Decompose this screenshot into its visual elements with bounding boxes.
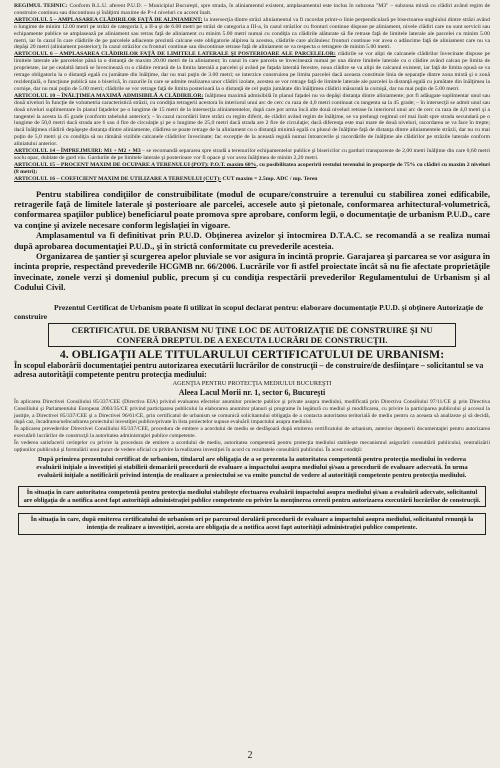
- article-heading: ARTICOLUL 5 – AMPLASAREA CLĂDIRILOR FAŢĂ DE ALINIAMENT:: [14, 16, 203, 23]
- article-paragraph: [14, 148, 490, 162]
- body-paragraph: Amplasamentul va fi definitivat prin P.U.D. Obţinerea avizelor şi întocmirea D.T.A.C. se recomandă a se realiza numai după aprobarea documentaţiei P.U.D., şi în strictă conformitate cu prevederile acesteia.: [14, 230, 490, 251]
- agency-address: Aleea Lacul Morii nr. 1, sector 6, Bucureşti: [178, 387, 326, 397]
- obligations-heading: 4. OBLIGAŢII ALE TITULARULUI CERTIFICATULUI DE URBANISM:: [59, 346, 445, 361]
- obligations-intro: În scopul elaborării documentaţiei pentru autorizarea executării lucrărilor de construcţii – de construire/de desfiinţare – solicitantul se va adresa autorităţii competente pentru protecţia mediului:: [14, 360, 484, 380]
- article-heading: REGIMUL TEHNIC:: [14, 3, 68, 9]
- evaluation-notice-box: În situaţia în care autoritatea competentă pentru protecţia mediului stabileşte efectuarea evaluării impactului asupra mediului şi/sau a evaluării adecvate, solicitantul are obligaţia de a notifica acest fapt autorităţii administraţiei publice competente cu privire la menţinerea cererii pentru autorizarea executării lucrărilor de construcţii.: [18, 486, 486, 507]
- article-heading: ARTICOLUL 6 – AMPLASAREA CLĂDIRILOR FAŢĂ DE LIMITELE LATERALE ŞI POSTERIOARE ALE PARCELELOR:: [14, 51, 336, 58]
- article-text: Conform R.L.U. aferent P.U.D. – Municipiul Bucureşti, spre strada, în aliniamentul existent, amplasamentul este inclus în subzona "M3" – subzona mixtă cu clădiri având regim de construire continuu sau discontinuu şi înălţimi maxime de P+4 niveluri cu accent înalt.: [14, 3, 490, 16]
- article-text: – se recomandă separarea spre stradă a terenurilor echipamentelor publice şi bisericilor cu garduri transparente de 2,00 metri înălţime din care 0,60 metri soclu opac, dublate de gard viu. Gardurile de pe limitele laterale şi posterioare vor fi opace şi vor avea înălţimea de minim 2,20 metri.: [14, 148, 490, 161]
- body-paragraph: Pentru stabilirea condiţiilor de construibilitate (modul de ocupare/construire a terenului cu stabilirea zonei edificabile, retragerile faţă de limitele laterale şi posterioare ale parcelei, accesele auto şi pietonale, conformarea arhitectural-volumetrică, conformarea spaţiilor publice) beneficiarul poate promova spre aprobare, conform legii, o documentaţie de urbanism P.U.D., care va conţine şi avizele necesare conform legislaţiei în vigoare.: [14, 188, 490, 230]
- withdrawal-notice-box: În situaţia în care, după emiterea certificatului de urbanism ori pe parcursul derulării procedurii de evaluare a impactului asupra mediului, solicitantul renunţă la intenţia de realizare a investiţiei, acesta are obligaţia de a notifica acest fapt autorităţii administraţiei publice competente.: [18, 513, 486, 534]
- article-text: clădirile se vor alipi de calcanele clădirilor învecinate dispuse pe limitele laterale ale parcelelor până la o distanţă de maxim 20.00 metri de la aliniament; în cazul în care parcela se învecinează numai pe una dintre limitele laterale cu o clădire având calcan pe limita de proprietate, iar pe cealaltă latură se învecinează cu o clădire retrasă de la limita laterală a parcelei şi având pe faţada laterală ferestre, noua clădire se va alipi de calcanul existent, iar faţă de limita opusă se va retrage obligatoriu la o distanţă egală cu jumătate din înălţime, dar nu mai puţin de 3.00 metri; se interzice construirea pe limita parcelei dacă aceasta constituie linia de separaţie dintre zona mixtă şi o zonă rezidenţială, o funcţiune publică sau o biserică, în cazurile în care se admite realizarea unor clădiri izolate, acestea se vor retrage faţă de limitele laterale ale parcelei la distanţă egală cu jumătate din înălţimea la cornişe, dar nu mai puţin de 5.00 metri; clădirile se vor retrage faţă de limita posterioară la o distanţă de cel puţin jumătate din înălţimea clădirii măsurată la cornişă, dar nu mai puţin de 5.00 metri.: [14, 51, 490, 92]
- obligation-bold-paragraph: După primirea prezentului certificat de urbanism, titularul are obligaţia de a se prezenta la autoritatea competentă pentru protecţia mediului în vederea evaluării iniţiale a investiţiei şi stabilirii demarării procedurii de evaluare a impactului asupra mediului şi/sau a procedurii de evaluare adecvată. În urma evaluării iniţiale a notificării privind intenţia de realizare a proiectului se va emite punctul de vedere al autorităţii competente pentru protecţia mediului.: [36, 456, 468, 480]
- agency-name: AGENŢIA PENTRU PROTECŢIA MEDIULUI BUCUREŞTI: [172, 380, 332, 388]
- article-paragraph: [14, 176, 490, 183]
- article-text: CUT maxim = 2.5mp. ADC / mp. Teren: [221, 175, 318, 182]
- certificate-usage: [14, 303, 490, 347]
- certificate-notice-box: CERTIFICATUL DE URBANISM NU ŢINE LOC DE AUTORIZAŢIE DE CONSTRUIRE ŞI NU CONFERĂ DREPTUL DE A EXECUTA LUCRĂRI DE CONSTRUCŢII.: [48, 323, 456, 347]
- directive-paragraph: În aplicarea prevederilor Directivei Consiliului 85/337/CEE, procedura de emitere a acordului de mediu se desfăşoară după emiterea certificatului de urbanism, anterior depunerii documentaţiei pentru autorizarea executării lucrărilor de construcţii la autoritatea administraţiei publice competente.: [14, 426, 490, 440]
- article-heading: ARTICOLUL 14 – ÎMPREJMUIRI: M1 + M2 + M3: [14, 148, 141, 155]
- article-paragraph: [14, 93, 490, 148]
- article-heading: ARTICOLUL 15 – PROCENT MAXIM DE OCUPARE A TERENULUI (POT): P.O.T. maxim 60%: [14, 161, 257, 168]
- articles-section: [14, 3, 490, 183]
- article-text: , cu posibilitatea acoperirii restului terenului în proporţie de 75% cu clădiri cu maxim 2 niveluri (8 metri);: [14, 161, 490, 175]
- article-heading: ARTICOLUL 10 – ÎNĂLŢIMEA MAXIMĂ ADMISIBILĂ A CLĂDIRILOR:: [14, 92, 204, 99]
- article-heading: ARTICOLUL 16 – COEFICIENT MAXIM DE UTILIZARE A TERENULUI (CUT):: [14, 175, 222, 182]
- certificate-intro: Prezentul Certificat de Urbanism poate fi utilizat în scopul declarat pentru: elaborare documentaţie P.U.D. şi obţinere Autorizaţie de construire: [14, 302, 484, 321]
- page-number: 2: [247, 750, 253, 761]
- article-paragraph: [14, 17, 490, 52]
- article-text: înălţimea maximă admisibilă în planul faţadei nu va depăşi distanţa dintre aliniamente; pot fi adăugate suplimentar unul sau două niveluri în funcţie de volumetria caracteristică străzii, cu condiţia retragerii acestora în interiorul unui arc de cerc cu raza de 4,0 metri continuat cu tangenta sa la 45 grade; – în intersecţii se admit unul sau două niveluri suplimentare în planul faţadelor pe o lungime de 15 metri de la intersecţia aliniamentelor, după care pot urma încă alte două niveluri retrase în interiorul unui arc de cerc cu raza de 4,0 metri şi a tangentei la acesta la 45 grade (conform tabelului anterior); – în cazul racordării între străzi cu regim diferit, de clădiri având regim de înălţime, se va prelungi regimul cel mai înalt spre strada secundară pe o lungime de 50,0 metri dacă strada are 6 sau 4 fire de circulaţie şi pe o lungime de 25,0 metri dacă strada are 2 fire de circulaţie; dacă diferenţa este mai mare de două niveluri, racordarea se va face în trepte; dacă înălţimea clădirii depăşeşte distanţa dintre aliniamente, clădirea se poate retrage de la aliniament cu o distanţă minimă egală cu plusul de înălţime faţă de distanţa dintre aliniamentele străzii, dar nu cu mai puţin de 5,0 metri şi cu condiţia să nu rămână vizibile calcanele clădirilor învecinate; fac excepţie de la această regulă numai întoarcerile şi racordările de înălţime ale clădirilor pe străzile laterale conform aliniatului anterior.: [14, 92, 491, 148]
- article-paragraph: [14, 51, 490, 92]
- article-paragraph: [14, 3, 490, 17]
- body-paragraph: Organizarea de şantier şi scurgerea apelor pluviale se vor asigura în incintă proprie. Garajarea şi parcarea se vor asigura în incinta proprie, respectând prevederile HCGMB nr. 66/2006. Lucrările vor fi astfel proiectate încât să nu fie afectate proprietăţile învecinate, zonele verzi şi domeniul public, precum şi cu condiţia respectării prevederilor Regulamentului de Urbanism şi al Codului Civil.: [14, 251, 490, 293]
- directive-paragraph: În aplicarea Directivei Consiliului 85/337/CEE (Directiva EIA) privind evaluarea efectelor anumitor proiecte publice şi private asupra mediului, modificată prin Directiva Consiliului 97/11/CE şi prin Directiva Consiliului şi Parlamentului European 2003/35/CE privind participarea publicului la elaborarea anumitor planuri şi programe în legătură cu mediul şi modificarea, cu privire la participarea publicului şi accesul la justiţie, a Directivei 85/337/CEE şi a Directivei 96/61/CE, prin certificatul de urbanism se comunică solicitantului obligaţia de a contacta autoritatea teritorială de mediu pentru ca aceasta să analizeze şi să decidă, după caz, încadrarea/neîncadrarea proiectului investiţiei publice/private în lista proiectelor supuse evaluării impactului asupra mediului.: [14, 399, 490, 426]
- article-paragraph: [14, 162, 490, 176]
- directive-paragraph: În vederea satisfacerii cerinţelor cu privire la procedura de emitere a acordului de mediu, autoritatea competentă pentru protecţia mediului stabileşte mecanismul asigurării consultării publicului, centralizării opţiunilor publicului şi formulării unui punct de vedere oficial cu privire la realizarea investiţiei în acord cu rezultatele consultării publicului. În acest condiţii:: [14, 439, 490, 453]
- article-text: la intersecţia dintre străzi aliniamentul va fi racordat printr-o linie perpendiculară pe bisectoarea unghiului dintre străzi având o lungime de minim 12.00 metri pe străzi de categoria I, a II-a şi de 6.00 metri pe străzi de categoria a III-a, în cazul străzilor cu fronturi continue dispuse pe aliniament, nivele clădiri care nu sunt servicii sau echipamente publice se amplasează pe aliniament sau retras faţă de aliniament cu minim 5.00 metri numai cu condiţia ca clădirile alăturate să fie retrase faţă de limitele laterale ale parcelei cu minim 5.00 metri, iar în cazul în care clădirile de pe parcelele adiacente prezintă calcane este obligatorie alipirea la acestea, clădirile care alcătuiesc fronturi continue vor avea o adâncime faţă de aliniament care nu va depăşi 20 metri (aliniament posterior); în cazul străzilor cu fronturi continue sau discontinue retrase faţă de aliniament se va respecta o retragere de minim 5.00 metri.: [14, 16, 490, 51]
